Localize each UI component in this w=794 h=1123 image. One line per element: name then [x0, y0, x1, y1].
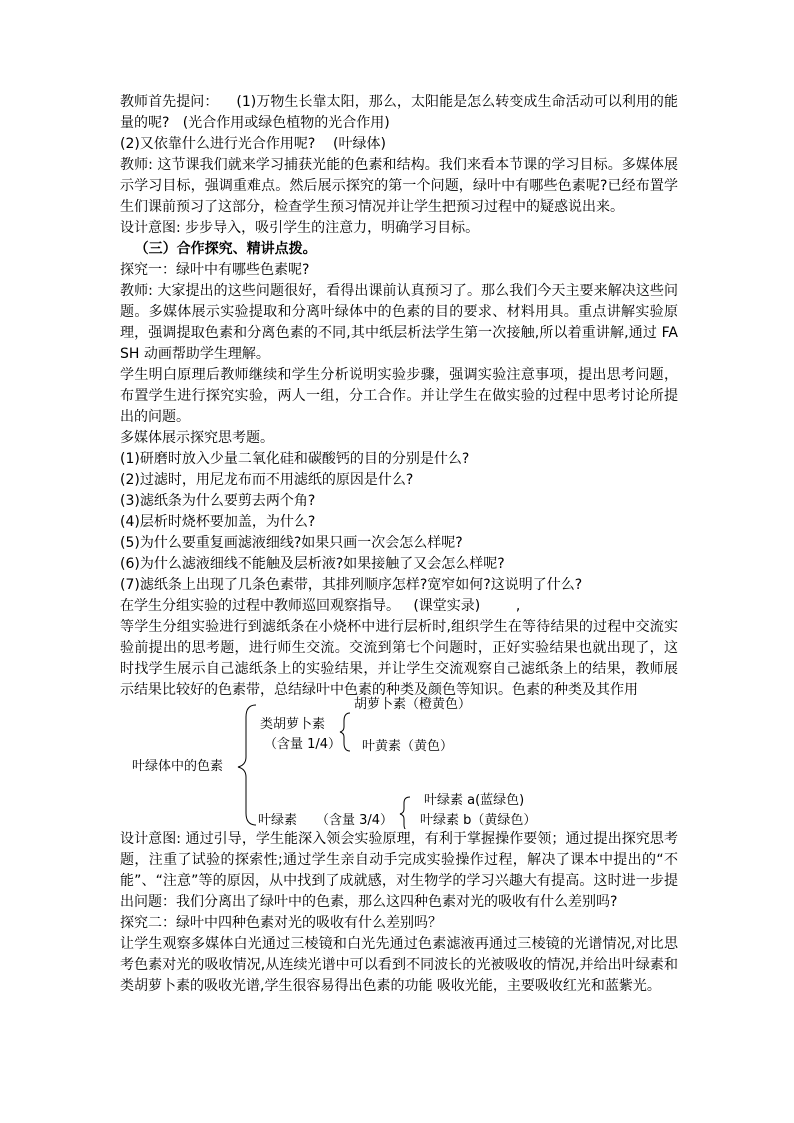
chlorophyll-b-label: 叶绿素 b（黄绿色） [420, 813, 537, 828]
paragraph: 学生明白原理后教师继续和学生分析说明实验步骤，强调实验注意事项，提出思考问题，布置学生进行探究实验，两人一组，分工合作。并让学生在做实验的过程中思考讨论所提出的问题。 [120, 367, 678, 425]
pigment-classification-diagram [120, 697, 678, 829]
chlorophyll-amount: （含量 3/4） [316, 813, 394, 828]
paragraph: 探究二：绿叶中四种色素对光的吸收有什么差别吗？ [120, 915, 442, 931]
carotene-label: 胡萝卜素（橙黄色） [354, 697, 472, 712]
paragraph: (7)滤纸条上出现了几条色素带，其排列顺序怎样?宽窄如何?这说明了什么? [120, 577, 583, 593]
paragraph: 教师: 大家提出的这些问题很好，看得出课前认真预习了。那么我们今天主要来解决这些问题。多媒体展示实验提取和分离叶绿体中的色素的目的要求、材料用具。重点讲解实验原理，强调提取色素和分离色素的不同,其中纸层析法学生第一次接触,所以着重讲解,通过 FASH 动画帮助学生理解。 [120, 283, 678, 362]
paragraph: (3)滤纸条为什么要剪去两个角? [120, 493, 316, 509]
chlorophyll-label: 叶绿素 [258, 813, 298, 828]
paragraph: (5)为什么要重复画滤液细线?如果只画一次会怎么样呢? [120, 535, 463, 551]
document-page [120, 92, 678, 997]
paragraph: 等学生分组实验进行到滤纸条在小烧杯中进行层析时,组织学生在等待结果的过程中交流实验前提出的思考题，进行师生交流。交流到第七个问题时，正好实验结果也就出现了，这时找学生展示自己滤纸条上的实验结果，并让学生交流观察自己滤纸条上的结果，教师展示结果比较好的色素带，总结绿叶中色素的种类及颜色等知识。色素的种类及其作用 [120, 619, 678, 698]
paragraph: 探究一：绿叶中有哪些色素呢? [120, 262, 310, 278]
body-text-top [120, 92, 678, 701]
paragraph: (2)又依靠什么进行光合作用呢? (叶绿体) [120, 136, 386, 152]
paragraph: (1)研磨时放入少量二氧化硅和碳酸钙的目的分别是什么? [120, 451, 470, 467]
paragraph: 在学生分组实验的过程中教师巡回观察指导。 (课堂实录) , [120, 598, 521, 614]
root-label: 叶绿体中的色素 [132, 759, 224, 774]
carotenoids-amount: （含量 1/4） [264, 737, 342, 752]
paragraph: 设计意图: 步步导入，吸引学生的注意力，明确学习目标。 [120, 220, 480, 236]
paragraph: 设计意图: 通过引导，学生能深入领会实验原理，有利于掌握操作要领；通过提出探究思考题，注重了试验的探索性;通过学生亲自动手完成实验操作过程，解决了课本中提出的“不能”、“注意”等的原因，从中找到了成就感，对生物学的学习兴趣大有提高。这时进一步提出问题：我们分离出了绿叶中的色素，那么这四种色素对光的吸收有什么差别吗? [120, 831, 678, 910]
carotenoids-label: 类胡萝卜素 [260, 717, 326, 732]
paragraph: 多媒体展示探究思考题。 [120, 430, 274, 446]
paragraph: (2)过滤时，用尼龙布而不用滤纸的原因是什么? [120, 472, 414, 488]
paragraph: 让学生观察多媒体白光通过三棱镜和白光先通过色素滤液再通过三棱镜的光谱情况,对比思考色素对光的吸收情况,从连续光谱中可以看到不同波长的光被吸收的情况,并给出叶绿素和类胡萝卜素的吸收光谱,学生很容易得出色素的功能 吸收光能，主要吸收红光和蓝紫光。 [120, 936, 678, 994]
paragraph: （三）合作探究、精讲点拨。 [120, 241, 317, 257]
xanthophyll-label: 叶黄素（黄色） [362, 739, 454, 754]
paragraph: (6)为什么滤液细线不能触及层析液?如果接触了又会怎么样呢? [120, 556, 505, 572]
paragraph: 教师首先提问： (1)万物生长靠太阳，那么，太阳能是怎么转变成生命活动可以利用的能量的呢? (光合作用或绿色植物的光合作用) [120, 94, 678, 131]
chlorophyll-a-label: 叶绿素 a(蓝绿色) [424, 793, 525, 808]
body-text-bottom [120, 829, 678, 997]
paragraph: 教师: 这节课我们就来学习捕获光能的色素和结构。我们来看本节课的学习目标。多媒体展示学习目标，强调重难点。然后展示探究的第一个问题，绿叶中有哪些色素呢?已经布置学生们课前预习了这部分，检查学生预习情况并让学生把预习过程中的疑惑说出来。 [120, 157, 678, 215]
paragraph: (4)层析时烧杯要加盖，为什么? [120, 514, 316, 530]
